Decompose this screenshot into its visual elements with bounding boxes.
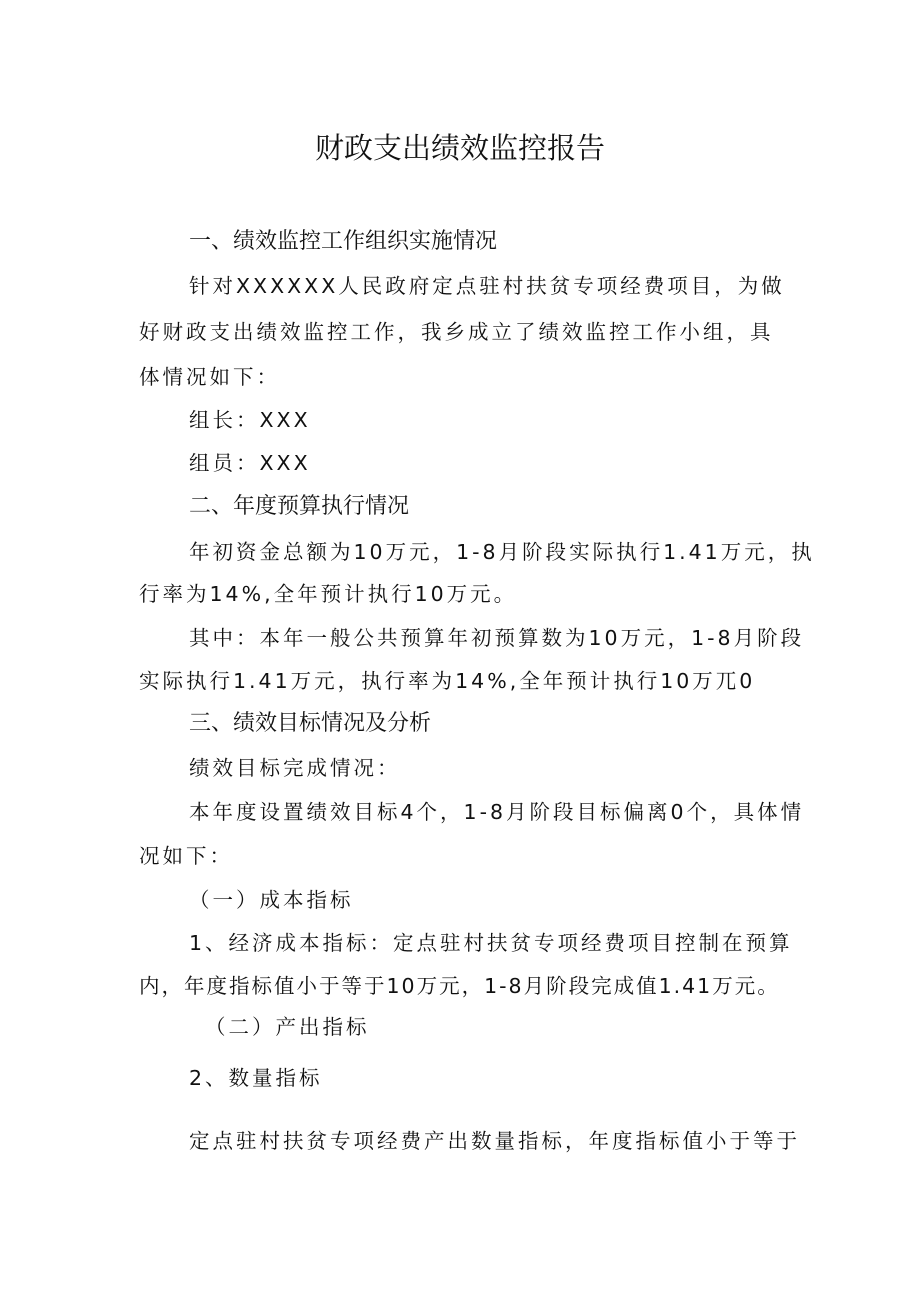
document-title: 财政支出绩效监控报告 — [314, 131, 605, 165]
group-leader: 组长：XXX — [189, 408, 311, 432]
cost-indicator-line-1: 1、经济成本指标：定点驻村扶贫专项经费项目控制在预算 — [189, 931, 793, 955]
section2-para2-line-1: 其中：本年一般公共预算年初预算数为10万元，1-8月阶段 — [189, 626, 805, 650]
cost-indicator-subheading: （一）成本指标 — [189, 888, 354, 912]
section2-para2-line-2: 实际执行1.41万元，执行率为14%,全年预计执行10万兀0 — [139, 669, 756, 693]
section3-subtitle: 绩效目标完成情况： — [189, 756, 401, 780]
section1-para-line-1: 针对XXXXXX人民政府定点驻村扶贫专项经费项目，为做 — [189, 274, 785, 298]
section1-para-line-3: 体情况如下： — [139, 365, 280, 389]
section2-heading: 二、年度预算执行情况 — [189, 494, 410, 519]
section1-para-line-2: 好财政支出绩效监控工作，我乡成立了绩效监控工作小组，具 — [139, 320, 774, 344]
section3-para-line-1: 本年度设置绩效目标4个，1-8月阶段目标偏离0个，具体情 — [189, 800, 805, 824]
section3-heading: 三、绩效目标情况及分析 — [189, 711, 432, 736]
section3-para-line-2: 况如下： — [139, 844, 233, 868]
quantity-indicator-heading: 2、数量指标 — [189, 1066, 323, 1090]
section2-para1-line-2: 行率为14%,全年预计执行10万元。 — [139, 582, 518, 606]
section2-para1-line-1: 年初资金总额为10万元，1-8月阶段实际执行1.41万元，执 — [189, 540, 815, 564]
section1-heading: 一、绩效监控工作组织实施情况 — [189, 229, 498, 254]
output-indicator-subheading: （二）产出指标 — [205, 1015, 370, 1039]
cost-indicator-line-2: 内，年度指标值小于等于10万元，1-8月阶段完成值1.41万元。 — [139, 974, 780, 998]
group-member: 组员：XXX — [189, 451, 311, 475]
quantity-indicator-line: 定点驻村扶贫专项经费产出数量指标，年度指标值小于等于 — [189, 1129, 800, 1153]
